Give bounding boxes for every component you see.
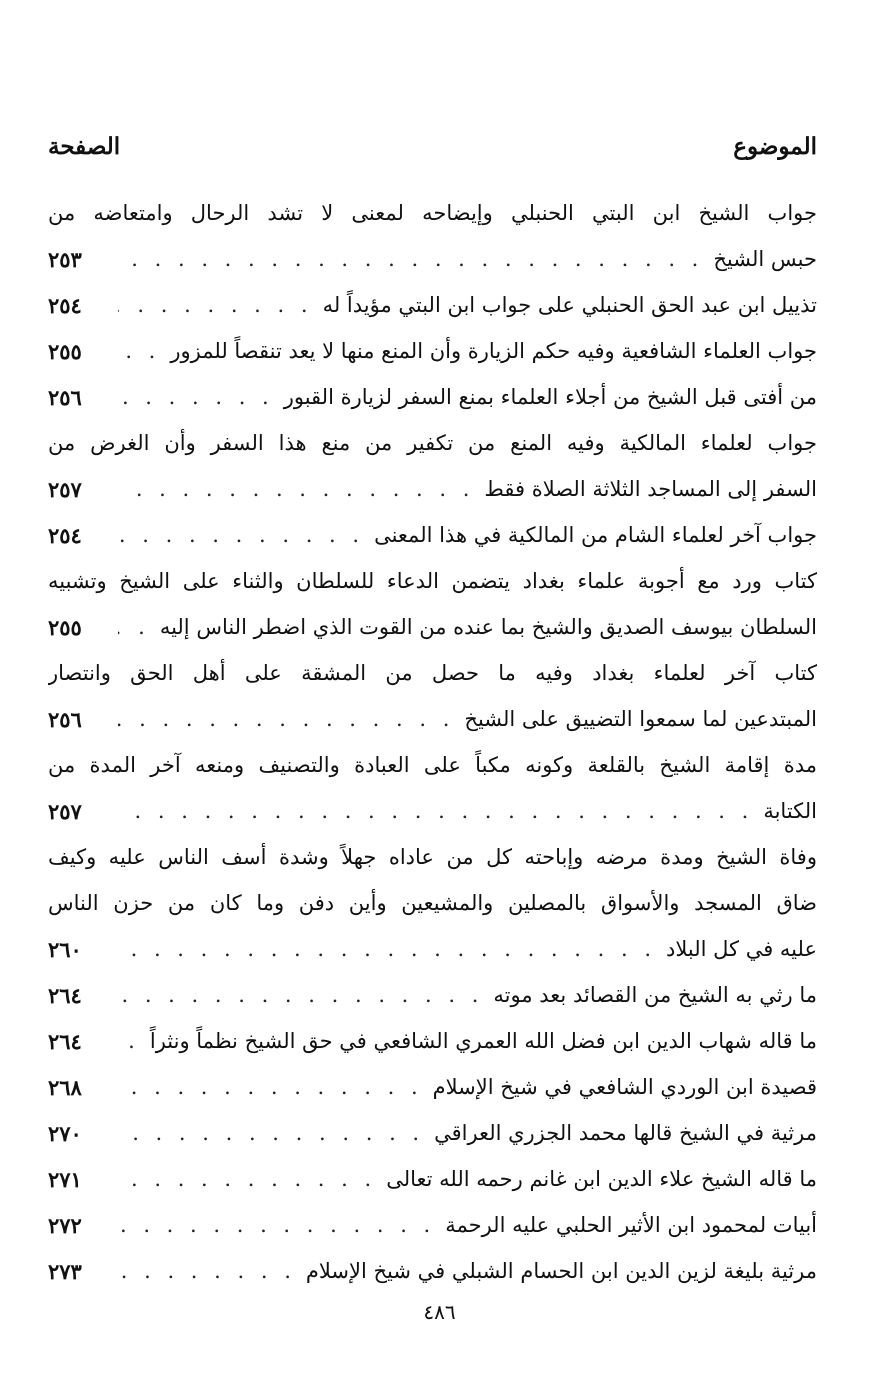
toc-page-number: ٢٦٠ — [48, 936, 82, 962]
dot-leader — [118, 385, 284, 409]
dot-leader — [118, 799, 763, 823]
toc-entry-text: عليه في كل البلاد — [666, 937, 817, 961]
toc-page-number: ٢٧٣ — [48, 1258, 82, 1284]
toc-page-number: ٢٦٤ — [48, 1028, 82, 1054]
dot-leader — [118, 937, 666, 961]
toc-entry-text: مدة إقامة الشيخ بالقلعة وكونه مكباً على العبادة والتصنيف ومنعه آخر المدة من — [48, 753, 817, 777]
toc-entry-line — [48, 558, 817, 604]
dot-leader — [118, 523, 374, 547]
toc-entry-line — [48, 1110, 817, 1156]
toc-page-number: ٢٥٦ — [48, 384, 82, 410]
toc-entry — [48, 282, 817, 328]
toc-entry-text: السلطان بيوسف الصديق والشيخ بما عنده من القوت الذي اضطر الناس إليه — [159, 615, 817, 639]
toc-entry-line — [48, 328, 817, 374]
dot-leader — [118, 1075, 433, 1099]
dot-leader — [118, 707, 464, 731]
toc-entry-text: ضاق المسجد والأسواق بالمصلين والمشيعين وأين دفن وما كان من حزن الناس — [48, 891, 817, 915]
toc-page-number: ٢٥٥ — [48, 338, 82, 364]
dot-leader — [118, 615, 160, 639]
toc-entry — [48, 420, 817, 512]
toc-entry-line — [48, 466, 817, 512]
toc-entry — [48, 190, 817, 282]
toc-page-number: ٢٦٤ — [48, 982, 82, 1008]
toc-entry-line — [48, 1156, 817, 1202]
toc-entry-text: حبس الشيخ — [713, 247, 817, 271]
toc-entry-text: السفر إلى المساجد الثلاثة الصلاة فقط — [484, 477, 817, 501]
dot-leader — [118, 339, 170, 363]
toc-entry — [48, 512, 817, 558]
toc-entry-text: المبتدعين لما سمعوا التضييق على الشيخ — [464, 707, 817, 731]
toc-entry-text: مرثية بليغة لزين الدين ابن الحسام الشبلي في شيخ الإسلام — [305, 1259, 817, 1283]
toc-entry-line — [48, 742, 817, 788]
toc-page-number: ٢٥٣ — [48, 246, 82, 272]
dot-leader — [118, 983, 493, 1007]
toc-page-number: ٢٥٤ — [48, 522, 82, 548]
toc-entry — [48, 1156, 817, 1202]
toc-entry-text: جواب لعلماء المالكية وفيه المنع من تكفير من منع هذا السفر وأن الغرض من — [48, 431, 817, 455]
toc-entry-line — [48, 420, 817, 466]
toc-entry-line — [48, 880, 817, 926]
toc-entry-line — [48, 1248, 817, 1294]
toc-page-number: ٢٧١ — [48, 1166, 82, 1192]
toc-entry-line — [48, 190, 817, 236]
topic-heading: الموضوع — [733, 132, 817, 160]
toc-entry-text: ما رثي به الشيخ من القصائد بعد موته — [493, 983, 817, 1007]
toc-entry — [48, 1018, 817, 1064]
dot-leader — [118, 247, 713, 271]
toc-entry-text: ما قاله الشيخ علاء الدين ابن غانم رحمه الله تعالى — [386, 1167, 817, 1191]
toc-entry-line — [48, 650, 817, 696]
toc-page-number: ٢٥٦ — [48, 706, 82, 732]
toc-entry — [48, 742, 817, 834]
toc-entry-text: من أفتى قبل الشيخ من أجلاء العلماء بمنع السفر لزيارة القبور — [283, 385, 817, 409]
toc-entry-text: جواب الشيخ ابن البتي الحنبلي وإيضاحه لمعنى لا تشد الرحال وامتعاضه من — [48, 201, 817, 225]
toc-entry-line — [48, 834, 817, 880]
toc-entry-text: الكتابة — [763, 799, 817, 823]
toc-entry-text: قصيدة ابن الوردي الشافعي في شيخ الإسلام — [432, 1075, 817, 1099]
toc-page-number: ٢٦٨ — [48, 1074, 82, 1100]
toc-entry-line — [48, 972, 817, 1018]
toc-page-number: ٢٥٧ — [48, 798, 82, 824]
toc-entry-text: كتاب ورد مع أجوبة علماء بغداد يتضمن الدعاء للسلطان والثناء على الشيخ وتشبيه — [48, 569, 817, 593]
toc-entry — [48, 834, 817, 972]
toc-entry-line — [48, 926, 817, 972]
toc-page-number: ٢٥٧ — [48, 476, 82, 502]
toc-entry-text: جواب العلماء الشافعية وفيه حكم الزيارة وأن المنع منها لا يعد تنقصاً للمزور — [170, 339, 817, 363]
dot-leader — [118, 1121, 434, 1145]
toc-entry-line — [48, 696, 817, 742]
toc-entry-text: مرثية في الشيخ قالها محمد الجزري العراقي — [434, 1121, 817, 1145]
dot-leader — [118, 1213, 445, 1237]
toc-page-number: ٢٧٢ — [48, 1212, 82, 1238]
toc-entry — [48, 374, 817, 420]
toc-entry-text: أبيات لمحمود ابن الأثير الحلبي عليه الرحمة — [445, 1213, 817, 1237]
toc-entry-line — [48, 1018, 817, 1064]
page-heading: الصفحة — [48, 132, 121, 160]
toc-entry — [48, 650, 817, 742]
toc-entry-line — [48, 604, 817, 650]
dot-leader — [118, 477, 484, 501]
dot-leader — [118, 1259, 306, 1283]
toc-entry-text: ما قاله شهاب الدين ابن فضل الله العمري الشافعي في حق الشيخ نظماً ونثراً — [149, 1029, 817, 1053]
toc-page-number: ٢٧٠ — [48, 1120, 82, 1146]
toc-entry — [48, 1202, 817, 1248]
toc-entry-line — [48, 236, 817, 282]
table-of-contents — [48, 190, 817, 1294]
toc-page-number: ٢٥٤ — [48, 292, 82, 318]
toc-entry — [48, 1110, 817, 1156]
toc-entry-text: كتاب آخر لعلماء بغداد وفيه ما حصل من المشقة على أهل الحق وانتصار — [48, 661, 817, 685]
toc-entry — [48, 1064, 817, 1110]
dot-leader — [118, 1167, 386, 1191]
toc-entry-line — [48, 1064, 817, 1110]
toc-entry — [48, 972, 817, 1018]
toc-entry — [48, 1248, 817, 1294]
toc-page-number: ٢٥٥ — [48, 614, 82, 640]
toc-entry — [48, 328, 817, 374]
toc-entry — [48, 558, 817, 650]
toc-entry-text: تذييل ابن عبد الحق الحنبلي على جواب ابن البتي مؤيداً له — [322, 293, 817, 317]
toc-entry-text: وفاة الشيخ ومدة مرضه وإباحته كل من عاداه جهلاً وشدة أسف الناس عليه وكيف — [48, 845, 817, 869]
toc-entry-line — [48, 788, 817, 834]
dot-leader — [118, 293, 323, 317]
toc-entry-line — [48, 512, 817, 558]
page-number: ٤٨٦ — [423, 1300, 456, 1324]
dot-leader — [118, 1029, 150, 1053]
toc-entry-line — [48, 282, 817, 328]
toc-header — [48, 128, 817, 164]
toc-entry-line — [48, 1202, 817, 1248]
toc-entry-text: جواب آخر لعلماء الشام من المالكية في هذا المعنى — [374, 523, 817, 547]
toc-entry-line — [48, 374, 817, 420]
